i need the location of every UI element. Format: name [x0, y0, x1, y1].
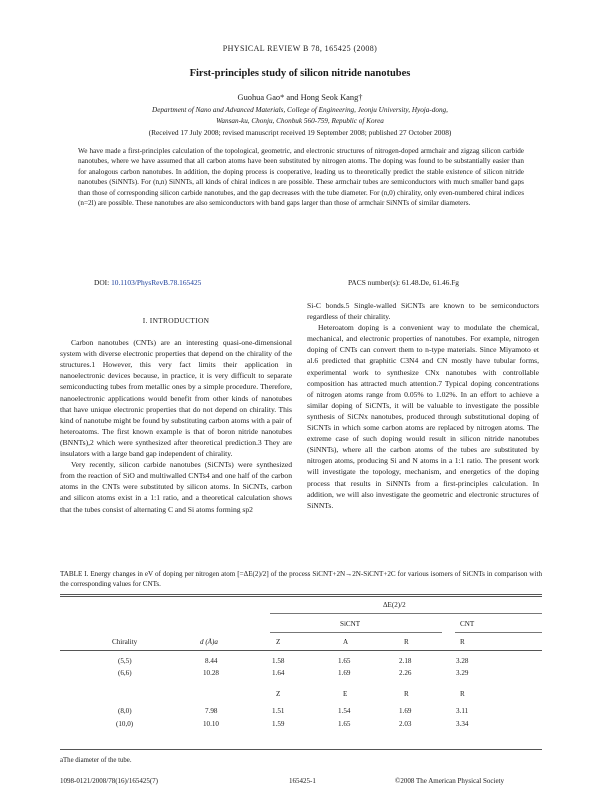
- abstract: We have made a first-principles calculation of the topological, geometric, and electronic structures of nitrogen-doped armchair and zigzag silicon carbide nanotubes, where we have assumed that all carbon atoms have been substituted by nitrogen atoms. The doping was found to be substantially easier than for analogous carbon nanotubes. In addition, the doping process is cooperative, leading us to theoretically predict the stable existence of silicon nitride nanotubes (SiNNTs). For (n,n) SiNNTs, all kinds of chiral indices n are possible. These armchair tubes are semiconductors with much smaller band gaps than those of corresponding silicon carbide nanotubes, and the gap decreases with the tube diameter. For (n,0) chirality, only even-numbered chiral indices (n=2l) are possible. These nanotubes are also semiconductors with band gaps larger than those of armchair SiNNTs of similar diameters.: [78, 147, 524, 208]
- table-cell: 1.65: [338, 657, 351, 665]
- table-top-rule: [60, 594, 542, 595]
- zigzag-sub-e: E: [343, 690, 348, 698]
- footer-copyright: ©2008 The American Physical Society: [395, 777, 505, 785]
- received-dates: (Received 17 July 2008; revised manuscript received 19 September 2008; published 27 October 2008): [148, 128, 452, 137]
- table-cell: 1.64: [272, 669, 285, 677]
- table-bottom-rule: [60, 749, 542, 750]
- armchair-sub-cnt-r: R: [460, 638, 465, 646]
- zigzag-sub-r: R: [404, 690, 409, 698]
- table-cell: 1.51: [272, 707, 285, 715]
- running-head: PHYSICAL REVIEW B 78, 165425 (2008): [222, 44, 378, 53]
- footer-page-number: 165425-1: [289, 777, 316, 785]
- armchair-sub-z: Z: [276, 638, 281, 646]
- pacs-numbers: PACS number(s): 61.48.De, 61.46.Fg: [348, 278, 460, 287]
- table-cell: 2.26: [399, 669, 412, 677]
- table-row: (10,0): [116, 720, 134, 728]
- diameter-header: d (Å)a: [200, 638, 218, 646]
- armchair-sub-a: A: [343, 638, 349, 646]
- cnt-underline: [455, 632, 542, 633]
- armchair-sub-r: R: [404, 638, 409, 646]
- zigzag-sub-z: Z: [276, 690, 281, 698]
- table-caption: TABLE I. Energy changes in eV of doping per nitrogen atom [=ΔE(2)/2] of the process SiCNT+2N→2N-SiCNT+2C for various isomers of SiCNTs in comparison with the corresponding values for CNTs.: [60, 570, 542, 589]
- doi: [94, 278, 201, 287]
- table-top-rule-2: [60, 596, 542, 597]
- table-cell: 3.34: [456, 720, 469, 728]
- table-cell: 10.10: [203, 720, 219, 728]
- sicnt-header: SiCNT: [340, 620, 361, 628]
- affiliation-line-1: Department of Nano and Advanced Materials, College of Engineering, Jeonju University, Hyoja-dong,: [152, 106, 448, 114]
- table-row: (5,5): [118, 657, 132, 665]
- affiliation: [70, 105, 530, 127]
- authors: Guohua Gao* and Hong Seok Kang†: [237, 93, 363, 102]
- table-cell: 7.98: [205, 707, 218, 715]
- table-cell: 1.59: [272, 720, 285, 728]
- right-paragraph-1: Si-C bonds.5 Single-walled SiCNTs are known to be semiconductors regardless of their chirality.: [307, 301, 539, 322]
- left-column: [60, 300, 292, 515]
- sicnt-underline: [270, 632, 442, 633]
- table-cell: 1.69: [338, 669, 351, 677]
- left-paragraph-2: Very recently, silicon carbide nanotubes (SiCNTs) were synthesized from the reaction of SiO and multiwalled CNTs4 and one half of the carbon atoms in the CNTs were substituted by silicon atoms. In SiCNTs, carbon and silicon atoms exist in a 1:1 ratio, and a theoretical calculation shows that the tubes consist of alternating C and Si atoms forming sp2: [60, 460, 292, 514]
- footer-issn: 1098-0121/2008/78(16)/165425(7): [60, 777, 158, 785]
- table-cell: 3.29: [456, 669, 469, 677]
- table-cell: 8.44: [205, 657, 218, 665]
- chirality-header: Chirality: [112, 638, 138, 646]
- affiliation-line-2: Wansan-ku, Chonju, Chonbuk 560-759, Republic of Korea: [216, 117, 384, 125]
- zigzag-sub-cnt-r: R: [460, 690, 465, 698]
- table-cell: 3.28: [456, 657, 469, 665]
- doi-link[interactable]: 10.1103/PhysRevB.78.165425: [111, 278, 202, 287]
- table-cell: 1.54: [338, 707, 351, 715]
- header-bottom-rule: [60, 650, 542, 651]
- table-footnote: aThe diameter of the tube.: [60, 757, 132, 764]
- table-row: (6,6): [118, 669, 132, 677]
- right-paragraph-2: Heteroatom doping is a convenient way to modulate the chemical, mechanical, and electronic properties of nanotubes. For example, nitrogen doping of CNTs can convert them to n-type materials. Since Miyamoto et al.6 predicted that graphitic C3N4 and CN mostly have tubular forms, experimental work to synthesize CNx nanotubes with controllable composition has attracted much attention.7 Typical doping concentrations of nitrogen atoms range from 0.05% to 1.02%. In an effort to achieve a similar doping of SiCNTs, it will be valuable to investigate the possible synthesis of SiCNx nanotubes, produced through substitutional doping of SiCNTs in which some carbon atoms are replaced by nitrogen atoms. The extreme case of such doping would result in silicon nitride nanotubes (SiNNTs), where all the carbon atoms of the tubes are substituted by nitrogen atoms, producing Si and N atoms in a 1:1 ratio. The present work will investigate the topology, mechanism, and energetics of the doping process that results in SiNNTs from a first-principles calculation. In addition, we will also investigate the geometric and electronic structures of SiNNTs.: [307, 323, 539, 510]
- cnt-header: CNT: [460, 620, 475, 628]
- table-cell: 3.11: [456, 707, 469, 715]
- table-cell: 1.69: [399, 707, 412, 715]
- right-column: [307, 300, 539, 511]
- doi-label: DOI:: [94, 278, 110, 287]
- table-cell: 1.58: [272, 657, 285, 665]
- group-underline: [270, 613, 542, 614]
- paper-title: First-principles study of silicon nitride nanotubes: [189, 68, 411, 79]
- table-cell: 2.18: [399, 657, 412, 665]
- table-cell: 2.03: [399, 720, 412, 728]
- group-header: ΔE(2)/2: [383, 601, 406, 609]
- table-row: (8,0): [118, 707, 132, 715]
- section-heading: I. INTRODUCTION: [142, 316, 210, 325]
- table-cell: 1.65: [338, 720, 351, 728]
- left-paragraph-1: Carbon nanotubes (CNTs) are an interesting quasi-one-dimensional system with diverse electronic properties that depend on the chirality of the structures.1 However, this very fact limits their application in nanoelectronic devices because, in practice, it is very difficult to separate semiconducting tubes from metallic ones by a simple procedure. Therefore, nanoelectronic applications would benefit from other kinds of nanotubes that have unique electronic properties that do not depend on chirality. This kind of nanotube might be found by substituting carbon atoms with a pair of heteroatoms. The first known example is that of boron nitride nanotubes (BNNTs),2 which were synthesized after theoretical prediction.3 They are insulators with a large band gap independent of chirality.: [60, 338, 292, 459]
- table-cell: 10.28: [203, 669, 219, 677]
